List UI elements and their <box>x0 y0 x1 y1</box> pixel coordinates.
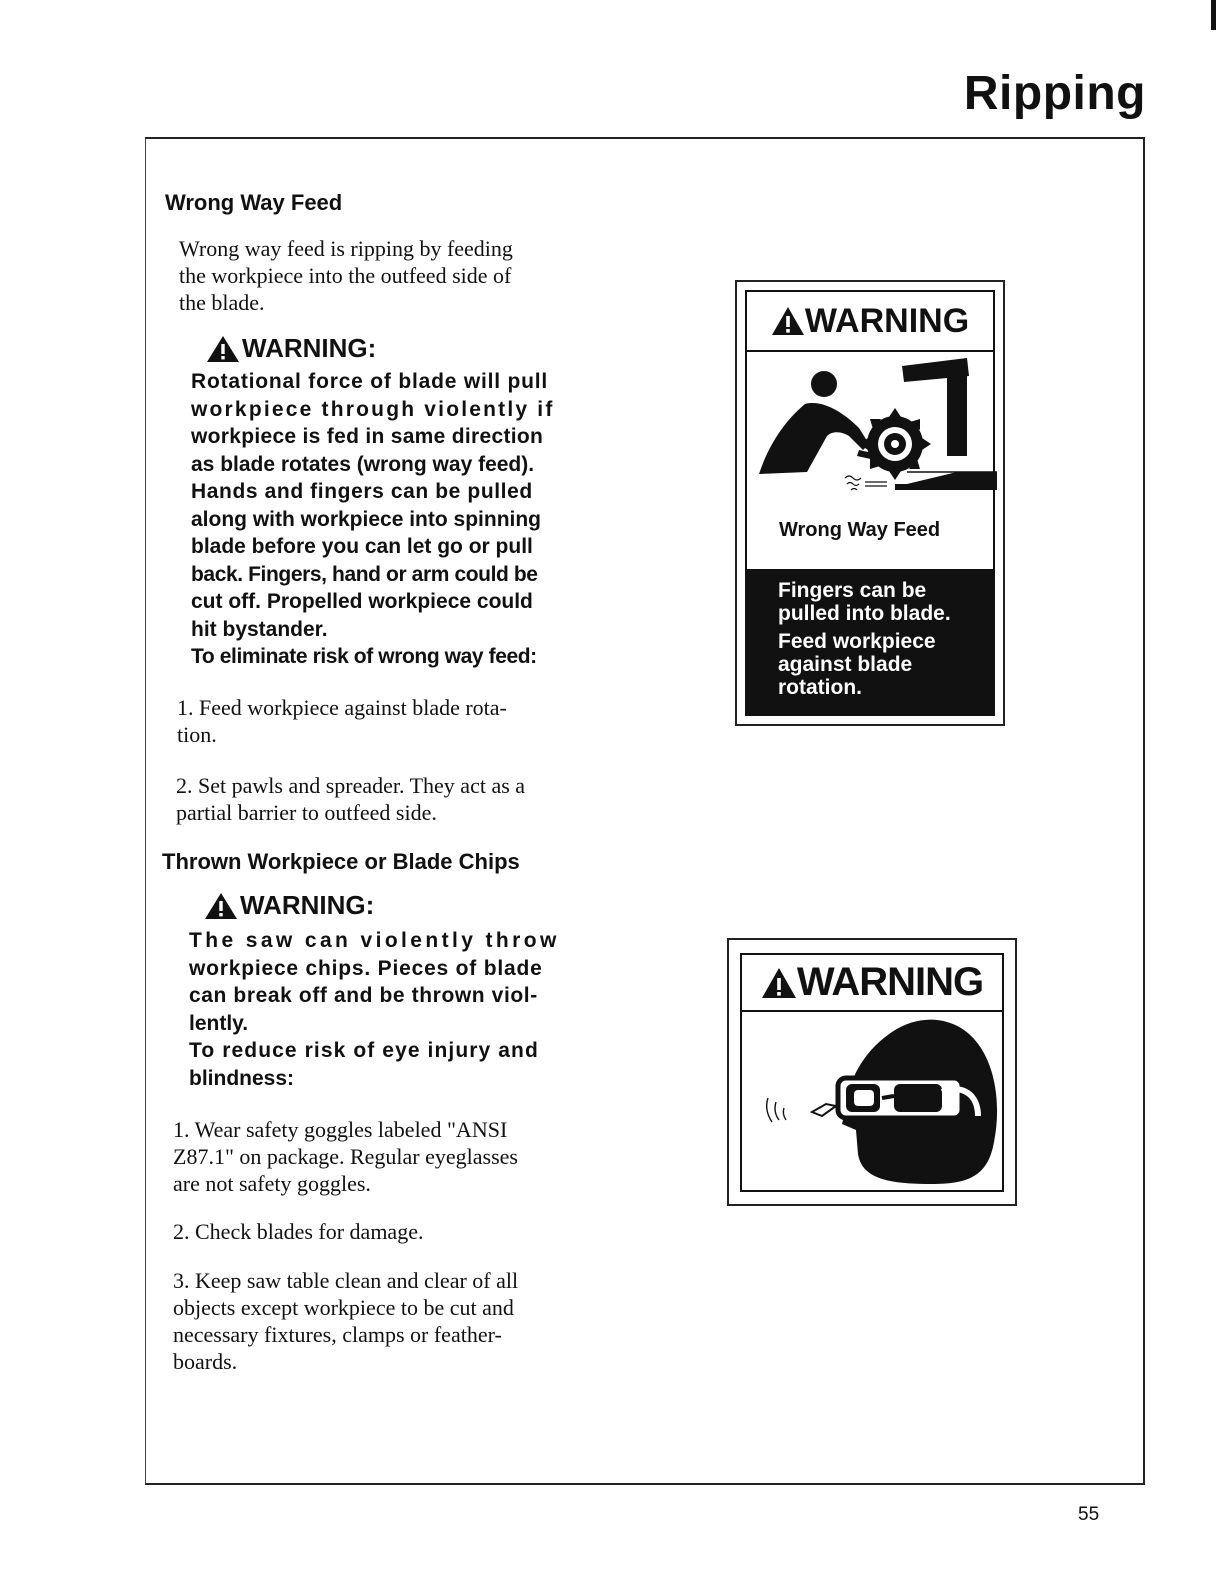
sign-inner-border <box>740 953 1004 1192</box>
warning-line: as blade rotates (wrong way feed). <box>191 452 535 476</box>
warning-line: lently. <box>189 1011 249 1035</box>
warning-line: workpiece through violently if <box>191 397 555 421</box>
step-line: are not safety goggles. <box>173 1171 371 1196</box>
step-line: objects except workpiece to be cut and <box>173 1295 514 1320</box>
sign-instruction <box>778 630 993 699</box>
sign-message <box>778 579 993 625</box>
warning-line: Rotational force of blade will pull <box>191 370 549 393</box>
warning-label: WARNING: <box>240 890 375 920</box>
warning-line: To eliminate risk of wrong way feed: <box>191 645 537 668</box>
step-line: 3. Keep saw table clean and clear of all <box>173 1268 519 1293</box>
page-number: 55 <box>1078 1504 1100 1525</box>
step-1-1 <box>177 694 507 748</box>
warning-text-2 <box>189 927 560 1092</box>
warning-heading-1 <box>206 333 376 364</box>
warning-sign-wrong-way-feed <box>735 280 1005 726</box>
sign-line: Feed workpiece <box>778 630 936 653</box>
page-edge-mark <box>1211 0 1216 30</box>
sign-message-panel <box>747 569 993 714</box>
step-line: boards. <box>173 1349 238 1374</box>
sign-line: against blade <box>778 653 913 676</box>
warning-line: workpiece is fed in same direction <box>191 425 544 448</box>
sign-line: rotation. <box>778 676 862 699</box>
warning-line: blade before you can let go or pull <box>191 535 533 558</box>
sign-header <box>742 955 1002 1012</box>
step-line: 1. Wear safety goggles labeled "ANSI <box>173 1117 508 1142</box>
step-line: Z87.1" on package. Regular eyeglasses <box>173 1144 518 1169</box>
warning-triangle-icon <box>206 335 240 363</box>
intro-line: the workpiece into the outfeed side of <box>179 263 512 288</box>
warning-line: along with workpiece into spinning <box>191 507 542 531</box>
sign-header <box>747 292 993 352</box>
step-line: 2. Set pawls and spreader. They act as a <box>176 773 526 798</box>
step-2-1 <box>173 1116 518 1197</box>
sign-inner-border <box>745 290 995 716</box>
warning-line: can break off and be thrown viol- <box>189 984 538 1007</box>
warning-text-1 <box>191 368 555 671</box>
intro-line: the blade. <box>179 290 265 315</box>
warning-heading-2 <box>204 890 374 921</box>
step-2-2 <box>173 1218 423 1245</box>
page-title: Ripping <box>963 67 1146 120</box>
warning-line: workpiece chips. Pieces of blade <box>189 956 543 980</box>
warning-triangle-icon <box>761 967 797 999</box>
step-line: 1. Feed workpiece against blade rota- <box>177 695 507 720</box>
warning-label: WARNING: <box>242 333 377 363</box>
sign-title: WARNING <box>796 960 984 1004</box>
section1-intro <box>179 235 513 316</box>
warning-line: cut off. Propelled workpiece could <box>191 590 533 613</box>
intro-line: Wrong way feed is ripping by feeding <box>179 236 513 261</box>
step-1-2 <box>176 772 525 826</box>
step-line: tion. <box>177 722 217 747</box>
step-line: partial barrier to outfeed side. <box>176 800 437 825</box>
safety-goggles-pictogram-icon <box>742 1012 1002 1190</box>
sign-line: pulled into blade. <box>778 602 951 625</box>
warning-line: back. Fingers, hand or arm could be <box>191 562 538 586</box>
warning-sign-safety-goggles <box>727 938 1017 1206</box>
step-line: 2. Check blades for damage. <box>173 1219 424 1244</box>
warning-triangle-icon <box>204 892 238 920</box>
warning-line: To reduce risk of eye injury and <box>189 1039 539 1062</box>
warning-line: The saw can violently throw <box>189 929 560 952</box>
section-heading-wrong-way-feed: Wrong Way Feed <box>165 190 343 215</box>
sign-line: Fingers can be <box>778 579 927 602</box>
section-heading-thrown-workpiece: Thrown Workpiece or Blade Chips <box>162 849 520 874</box>
warning-line: blindness: <box>189 1066 295 1090</box>
warning-triangle-icon <box>771 306 805 336</box>
warning-line: Hands and fingers can be pulled <box>191 480 533 503</box>
sign-caption: Wrong Way Feed <box>779 519 941 541</box>
sign-title: WARNING <box>804 301 970 340</box>
step-line: necessary fixtures, clamps or feather- <box>173 1322 502 1347</box>
wrong-way-feed-pictogram-icon <box>747 352 993 502</box>
warning-line: hit bystander. <box>191 617 328 641</box>
step-2-3 <box>173 1267 518 1375</box>
